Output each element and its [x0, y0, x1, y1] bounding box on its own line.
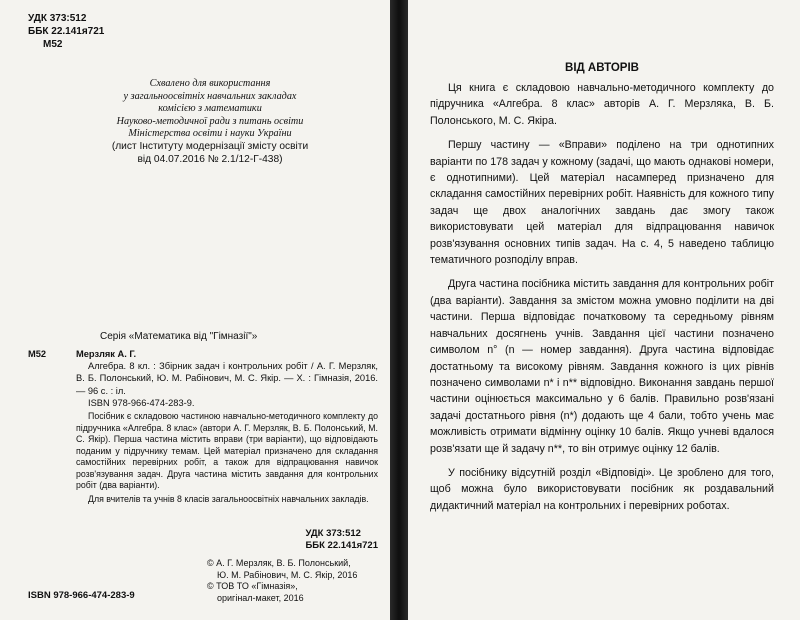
series-title: Серія «Математика від "Гімназії"» — [100, 331, 258, 342]
approval-notice — [60, 78, 360, 166]
approval-line: Міністерства освіти і науки України — [128, 128, 292, 140]
bbk-code-bottom: ББК 22.141я721 — [305, 540, 378, 551]
right-page — [408, 0, 800, 620]
approval-line: у загальноосвітніх навчальних закладах — [123, 90, 297, 102]
catalog-isbn: ISBN 978-966-474-283-9. — [88, 397, 195, 408]
catalog-entry — [28, 348, 378, 505]
paragraph: У посібнику відсутній розділ «Відповіді». Це зроблено для того, щоб можна було використовувати посібник як роздавальний дидактичний матеріал на контрольних і перевірних роботах. — [430, 466, 774, 512]
catalog-audience: Для вчителів та учнів 8 класів загальноосвітніх навчальних закладів. — [88, 493, 369, 504]
catalog-card — [28, 348, 378, 505]
paragraph: Друга частина посібника містить завдання для контрольних робіт (два варіанти). Завдання за змістом можна умовно поділити на дві частини. Перша відповідає початковому та середньому рівням навчальних досягнень учнів. Завдання цієї частини позначено символом n° (n — номер завдання). Друга частина відповідає достатньому та високому рівням. Завдання кожного із цих рівнів позначено символами n* і n** відповідно. Виконання завдань першої частини оцінюється максимально у 6 балів. Правильно розв'язані задачі достатнього рівня (n*) додають ще 4 бали, тобто учень має можливість отримати відмінну оцінку 10 балів. Якщо учневі вдалося розв'язати ще й задачу n**, то він отримує оцінку 12 балів. — [430, 278, 774, 455]
author-code: М52 — [43, 39, 63, 50]
copyright-line: Ю. М. Рабінович, М. С. Якір, 2016 — [217, 569, 358, 580]
copyright-line: © А. Г. Мерзляк, В. Б. Полонський, — [207, 558, 351, 568]
bbk-code: ББК 22.141я721 — [28, 26, 105, 37]
paragraph: Першу частину — «Вправи» поділено на три однотипних варіанти по 178 задач у кожному (задачі, що мають однакові номери, є однотипними). Цей матеріал насамперед призначено для складання самостійних перевірних робіт. Наявність для кожного типу задач ще двох аналогічних завдань дає змогу також використовувати цей матеріал для відпрацювання навичок розв'язування основних типів задач. На с. 4, 5 наведено таблицю тематичного розподілу вправ. — [430, 139, 774, 267]
left-page — [0, 0, 390, 620]
copyright-line: © ТОВ ТО «Гімназія», — [207, 581, 298, 591]
udk-code: УДК 373:512 — [28, 13, 87, 24]
isbn-bottom: ISBN 978-966-474-283-9 — [28, 590, 135, 601]
approval-line: Науково-методичної ради з питань освіти — [116, 115, 304, 127]
book-gutter — [390, 0, 408, 620]
approval-letter-line: (лист Інституту модернізації змісту освіти — [111, 140, 309, 152]
copyright-block — [207, 558, 357, 604]
bottom-codes — [305, 528, 378, 552]
approval-letter-line: від 04.07.2016 № 2.1/12-Г-438) — [137, 153, 283, 165]
page-title: ВІД АВТОРІВ — [565, 62, 639, 74]
catalog-author: Мерзляк А. Г. — [76, 349, 137, 359]
copyright-line: оригінал-макет, 2016 — [217, 592, 304, 603]
paragraph: Ця книга є складовою навчально-методичного комплекту до підручника «Алгебра. 8 клас» авторів А. Г. Мерзляка, В. Б. Полонського, М. С. Якіра. — [430, 82, 774, 127]
catalog-title: Алгебра. 8 кл. : Збірник задач і контрольних робіт / А. Г. Мерзляк, В. Б. Полонський, Ю. М. Рабінович, М. С. Якір. — Х. : Гімназія, 2016. — 96 с. : іл. — [76, 361, 378, 396]
approval-line: Схвалено для використання — [149, 78, 271, 89]
approval-line: комісією з математики — [158, 103, 262, 115]
classification-codes — [28, 12, 104, 51]
catalog-annotation: Посібник є складовою частиною навчально-методичного комплекту до підручника «Алгебра. 8 клас» (автори А. Г. Мерзляк, В. Б. Полонський, М. С. Якір). Перша частина містить вправи (три варіанти), що відповідають поданим у підручнику темам. Цей матеріал призначено для складання самостійних перевірних робіт, а також для відпрацювання навичок розв'язування задач. Друга частина містить завдання для контрольних робіт (два варіанти). — [76, 411, 378, 491]
catalog-code: М52 — [28, 349, 47, 359]
udk-code-bottom: УДК 373:512 — [305, 528, 361, 539]
